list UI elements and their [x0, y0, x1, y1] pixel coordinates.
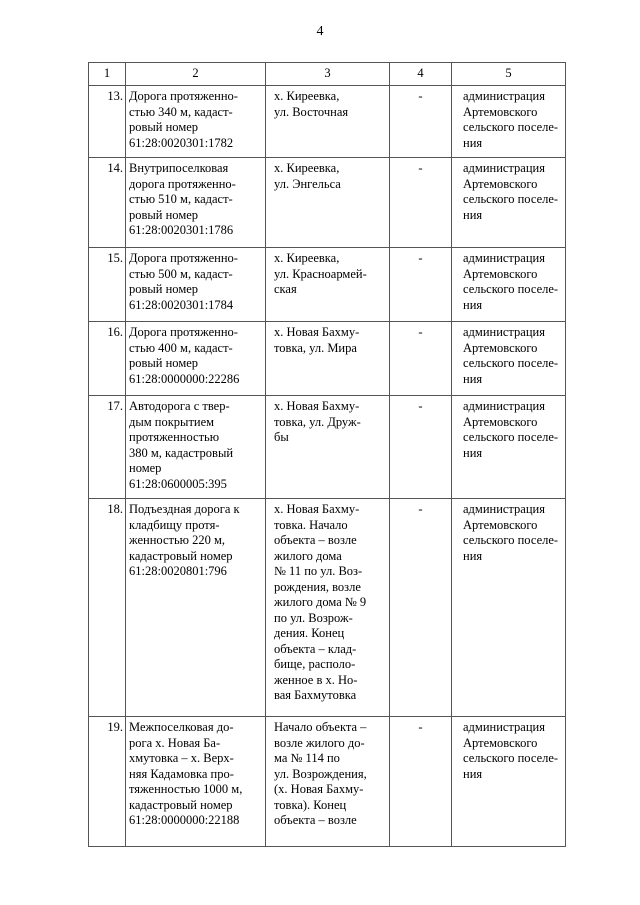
- location-line: ул. Возрождения,: [274, 766, 367, 781]
- owner-cell: [452, 248, 566, 322]
- location-line: х. Новая Бахму-: [274, 502, 360, 516]
- owner-line: сельского поселе-: [463, 282, 559, 296]
- object-name-cell: [126, 158, 266, 248]
- location-line: объекта – клад-: [274, 641, 357, 656]
- location-line: жилого дома: [274, 548, 342, 563]
- object-name-line: женностью 220 м,: [129, 533, 226, 547]
- location-line: дения. Конец: [274, 626, 345, 640]
- row-number: 19.: [89, 717, 126, 847]
- location-cell: [266, 396, 390, 499]
- objects-table: [88, 62, 566, 847]
- header-col-2: 2: [126, 63, 266, 86]
- object-name-line: Подъездная дорога к: [129, 502, 240, 516]
- table-row: [89, 86, 566, 158]
- object-name-line: Внутрипоселковая: [129, 161, 229, 175]
- location-line: по ул. Возрож-: [274, 610, 353, 625]
- object-name-line: Дорога протяженно-: [129, 325, 238, 339]
- owner-line: ния: [463, 297, 483, 312]
- location-line: объекта – возле: [274, 813, 357, 827]
- location-line: товка, ул. Друж-: [274, 414, 361, 429]
- location-line: ма № 114 по: [274, 751, 340, 765]
- object-name-line: 61:28:0020301:1786: [129, 223, 234, 237]
- column-4-cell: -: [390, 158, 452, 248]
- location-cell: [266, 499, 390, 717]
- column-4-cell: -: [390, 499, 452, 717]
- owner-line: администрация: [463, 89, 545, 103]
- object-name-line: Автодорога с твер-: [129, 399, 230, 413]
- location-line: товка. Начало: [274, 517, 348, 532]
- row-number: 14.: [89, 158, 126, 248]
- owner-line: Артемовского: [463, 266, 538, 281]
- column-4-cell: -: [390, 717, 452, 847]
- object-name-line: дорога протяженно-: [129, 176, 236, 191]
- owner-line: сельского поселе-: [463, 533, 559, 547]
- object-name-line: ровый номер: [129, 282, 199, 296]
- location-line: № 11 по ул. Воз-: [274, 564, 363, 578]
- location-cell: [266, 322, 390, 396]
- table-row: [89, 248, 566, 322]
- location-line: возле жилого до-: [274, 735, 365, 750]
- object-name-cell: [126, 322, 266, 396]
- owner-line: Артемовского: [463, 517, 538, 532]
- object-name-line: кадастровый номер: [129, 797, 233, 812]
- object-name-line: 61:28:0020301:1784: [129, 297, 234, 312]
- row-number: 18.: [89, 499, 126, 717]
- owner-line: Артемовского: [463, 340, 538, 355]
- object-name-cell: [126, 248, 266, 322]
- owner-cell: [452, 396, 566, 499]
- owner-line: ния: [463, 207, 483, 222]
- location-line: Начало объекта –: [274, 720, 367, 734]
- location-line: х. Новая Бахму-: [274, 399, 360, 413]
- location-line: жилого дома № 9: [274, 595, 367, 609]
- object-name-cell: [126, 86, 266, 158]
- object-name-line: 61:28:0020301:1782: [129, 135, 234, 150]
- location-line: товка). Конец: [274, 797, 347, 812]
- location-line: бы: [274, 430, 289, 444]
- header-col-5: 5: [452, 63, 566, 86]
- table-row: [89, 322, 566, 396]
- object-name-line: стью 500 м, кадаст-: [129, 266, 233, 281]
- object-name-line: Межпоселковая до-: [129, 720, 234, 734]
- object-name-line: тяженностью 1000 м,: [129, 782, 243, 796]
- column-4-cell: -: [390, 248, 452, 322]
- row-number: 17.: [89, 396, 126, 499]
- object-name-line: 61:28:0000000:22286: [129, 371, 240, 386]
- owner-line: сельского поселе-: [463, 120, 559, 134]
- header-col-3: 3: [266, 63, 390, 86]
- object-name-line: 61:28:0600005:395: [129, 476, 227, 491]
- object-name-cell: [126, 717, 266, 847]
- location-line: ул. Энгельса: [274, 176, 341, 191]
- owner-line: сельского поселе-: [463, 356, 559, 370]
- owner-cell: [452, 717, 566, 847]
- location-line: рождения, возле: [274, 579, 361, 594]
- object-name-line: 61:28:0000000:22188: [129, 813, 240, 827]
- owner-line: администрация: [463, 251, 545, 265]
- location-cell: [266, 86, 390, 158]
- owner-line: администрация: [463, 502, 545, 516]
- owner-line: ния: [463, 135, 483, 150]
- table-row: [89, 396, 566, 499]
- object-name-line: ровый номер: [129, 120, 199, 134]
- header-col-4: 4: [390, 63, 452, 86]
- object-name-line: протяженностью: [129, 430, 220, 444]
- table-row: [89, 717, 566, 847]
- owner-line: администрация: [463, 720, 545, 734]
- location-line: х. Киреевка,: [274, 161, 340, 175]
- location-line: вая Бахмутовка: [274, 688, 357, 702]
- owner-line: Артемовского: [463, 414, 538, 429]
- object-name-line: стью 510 м, кадаст-: [129, 192, 233, 206]
- table-row: [89, 499, 566, 717]
- object-name-line: хмутовка – х. Верх-: [129, 751, 234, 765]
- header-col-1: 1: [89, 63, 126, 86]
- object-name-line: 380 м, кадастровый: [129, 445, 234, 460]
- column-4-cell: -: [390, 86, 452, 158]
- owner-line: ния: [463, 548, 483, 563]
- table-row: [89, 158, 566, 248]
- owner-line: ния: [463, 371, 483, 386]
- owner-line: сельского поселе-: [463, 192, 559, 206]
- location-line: ул. Красноармей-: [274, 266, 367, 281]
- object-name-line: дым покрытием: [129, 414, 215, 429]
- object-name-line: кладбищу протя-: [129, 517, 220, 532]
- table-body: [89, 86, 566, 847]
- location-line: х. Киреевка,: [274, 251, 340, 265]
- object-name-line: кадастровый номер: [129, 548, 233, 563]
- object-name-line: 61:28:0020801:796: [129, 564, 227, 578]
- owner-line: Артемовского: [463, 176, 538, 191]
- owner-cell: [452, 86, 566, 158]
- object-name-line: номер: [129, 461, 162, 475]
- object-name-cell: [126, 396, 266, 499]
- location-line: х. Киреевка,: [274, 89, 340, 103]
- owner-line: сельского поселе-: [463, 430, 559, 444]
- row-number: 15.: [89, 248, 126, 322]
- object-name-line: ровый номер: [129, 207, 199, 222]
- location-line: (х. Новая Бахму-: [274, 782, 364, 796]
- owner-cell: [452, 158, 566, 248]
- owner-line: администрация: [463, 161, 545, 175]
- location-cell: [266, 158, 390, 248]
- owner-line: Артемовского: [463, 735, 538, 750]
- object-name-cell: [126, 499, 266, 717]
- object-name-line: ровый номер: [129, 356, 199, 370]
- object-name-line: стью 400 м, кадаст-: [129, 340, 233, 355]
- location-line: бище, располо-: [274, 657, 356, 671]
- location-line: х. Новая Бахму-: [274, 325, 360, 339]
- location-line: ская: [274, 282, 297, 296]
- object-name-line: рога х. Новая Ба-: [129, 735, 221, 750]
- object-name-line: Дорога протяженно-: [129, 89, 238, 103]
- owner-line: сельского поселе-: [463, 751, 559, 765]
- object-name-line: стью 340 м, кадаст-: [129, 104, 233, 119]
- owner-cell: [452, 322, 566, 396]
- location-line: ул. Восточная: [274, 104, 349, 119]
- location-line: объекта – возле: [274, 533, 357, 547]
- object-name-line: Дорога протяженно-: [129, 251, 238, 265]
- page-number: 4: [316, 24, 324, 39]
- row-number: 16.: [89, 322, 126, 396]
- owner-cell: [452, 499, 566, 717]
- location-line: товка, ул. Мира: [274, 340, 357, 355]
- owner-line: администрация: [463, 399, 545, 413]
- object-name-line: няя Кадамовка про-: [129, 766, 234, 781]
- location-cell: [266, 717, 390, 847]
- owner-line: ния: [463, 445, 483, 460]
- owner-line: ния: [463, 766, 483, 781]
- location-line: женное в х. Но-: [274, 672, 358, 687]
- column-4-cell: -: [390, 396, 452, 499]
- location-cell: [266, 248, 390, 322]
- column-4-cell: -: [390, 322, 452, 396]
- table-header-row: [89, 63, 566, 86]
- owner-line: Артемовского: [463, 104, 538, 119]
- owner-line: администрация: [463, 325, 545, 339]
- row-number: 13.: [89, 86, 126, 158]
